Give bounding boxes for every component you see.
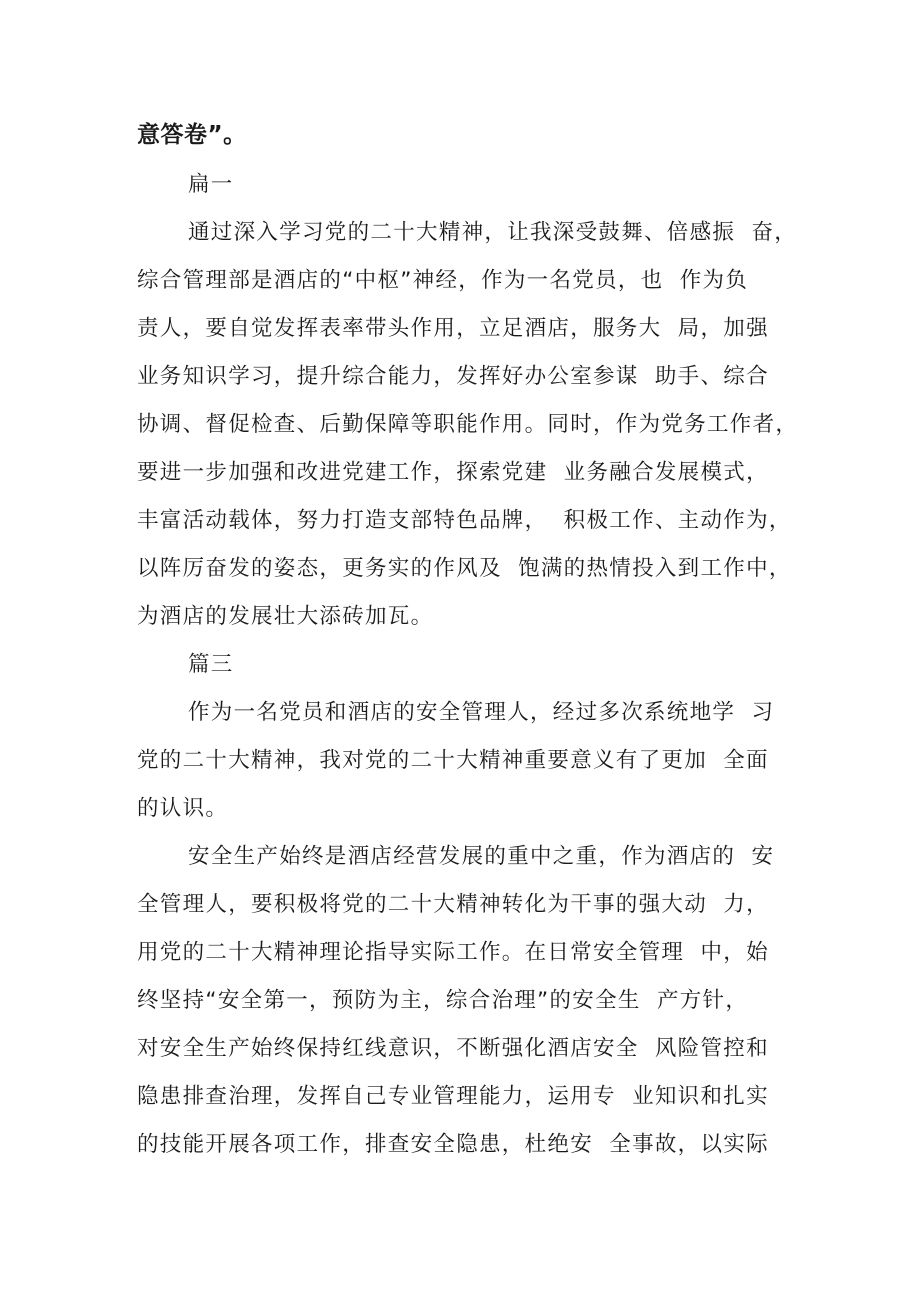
text-line: 综合管理部是酒店的“中枢”神经，作为一名党员，也 作为负 <box>137 268 749 293</box>
text-line: 用党的二十大精神理论指导实际工作。在日常安全管理 中，始 <box>137 940 769 965</box>
text-line: 通过深入学习党的二十大精神，让我深受鼓舞、倍感振 奋， <box>188 220 798 245</box>
text-line: 全管理人，要积极将党的二十大精神转化为干事的强大动 力， <box>137 892 769 917</box>
text-line: 安全生产始终是酒店经营发展的重中之重，作为酒店的 安 <box>188 844 775 869</box>
text-line: 作为一名党员和酒店的安全管理人，经过多次系统地学 习 <box>188 700 775 725</box>
text-line: 协调、督促检查、后勤保障等职能作用。同时，作为党务工作者， <box>137 412 799 437</box>
text-line: 隐患排查治理，发挥自己专业管理能力，运用专 业知识和扎实 <box>137 1084 769 1109</box>
text-line: 终坚持“安全第一，预防为主，综合治理”的安全生 产方针， <box>137 988 749 1013</box>
text-line: 业务知识学习，提升综合能力，发挥好办公室参谋 助手、综合 <box>137 364 769 389</box>
text-line: 为酒店的发展壮大添砖加瓦。 <box>137 604 434 629</box>
text-line: 党的二十大精神，我对党的二十大精神重要意义有了更加 全面 <box>137 748 769 773</box>
section-heading-3: 篇三 <box>188 652 234 677</box>
section-heading-1: 扁一 <box>188 172 234 197</box>
text-line: 责人，要自觉发挥表率带头作用，立足酒店，服务大 局，加强 <box>137 316 769 341</box>
text-line: 要进一步加强和改进党建工作，探索党建 业务融合发展模式， <box>137 460 769 485</box>
text-line: 对安全生产始终保持红线意识，不断强化酒店安全 风险管控和 <box>137 1036 769 1061</box>
text-line: 的技能开展各项工作，排查安全隐患，杜绝安 全事故，以实际 <box>137 1132 769 1157</box>
text-line: 丰富活动载体，努力打造支部特色品牌， 积极工作、主动作为， <box>137 508 792 533</box>
paragraph-tail: 意答卷”。 <box>137 122 247 148</box>
text-line: 以阵厉奋发的姿态，更务实的作风及 饱满的热情投入到工作中， <box>137 556 792 581</box>
text-line: 的认识。 <box>137 796 229 821</box>
